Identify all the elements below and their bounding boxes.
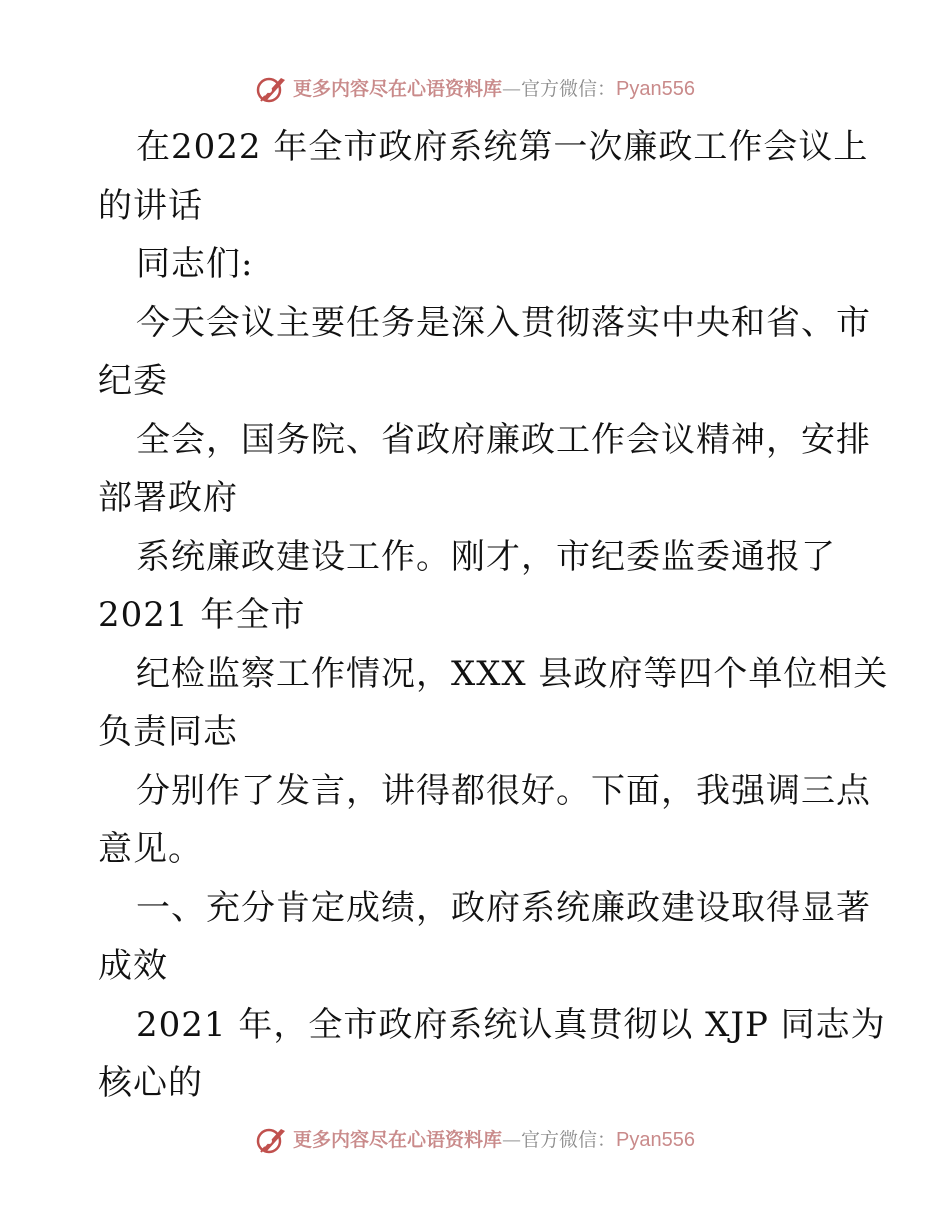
watermark-slogan: 更多内容尽在心语资料库 [293,1129,503,1151]
text-line: 在2022 年全市政府系统第一次廉政工作会议上 [136,127,869,167]
text-line: 一、充分肯定成绩，政府系统廉政建设取得显著 [136,887,871,928]
text-line: 今天会议主要任务是深入贯彻落实中央和省、市 [136,302,871,343]
quill-pen-logo-icon [255,1125,289,1155]
watermark-slogan: 更多内容尽在心语资料库 [293,78,503,100]
text-line: 的讲话 [98,185,203,226]
text-line: 纪委 [98,361,168,401]
text-line: 核心的 [98,1063,203,1103]
text-line: 部署政府 [98,478,238,518]
quill-pen-logo-icon [255,74,289,104]
footer-watermark [0,1125,950,1155]
text-line: 纪检监察工作情况，XXX 县政府等四个单位相关 [136,653,889,694]
text-line: 2021 年，全市政府系统认真贯彻以 XJP 同志为 [136,1004,886,1045]
watermark-separator: — [502,78,522,100]
text-line: 负责同志 [98,712,238,752]
watermark-wechat-label: 官方微信： [521,78,617,100]
text-line: 同志们: [136,244,254,284]
document-body [98,118,889,1113]
watermark-wechat-id: Pyan556 [616,1129,695,1151]
text-line: 成效 [98,946,168,986]
text-line: 意见。 [98,829,203,869]
text-line: 2021 年全市 [98,595,306,635]
watermark-separator: — [502,1129,522,1151]
watermark-wechat-label: 官方微信： [521,1129,617,1151]
text-line: 系统廉政建设工作。刚才，市纪委监委通报了 [136,536,836,577]
text-line: 分别作了发言，讲得都很好。下面，我强调三点 [136,770,871,811]
watermark-wechat-id: Pyan556 [616,78,695,100]
text-line: 全会，国务院、省政府廉政工作会议精神，安排 [136,419,871,460]
header-watermark [0,74,950,104]
